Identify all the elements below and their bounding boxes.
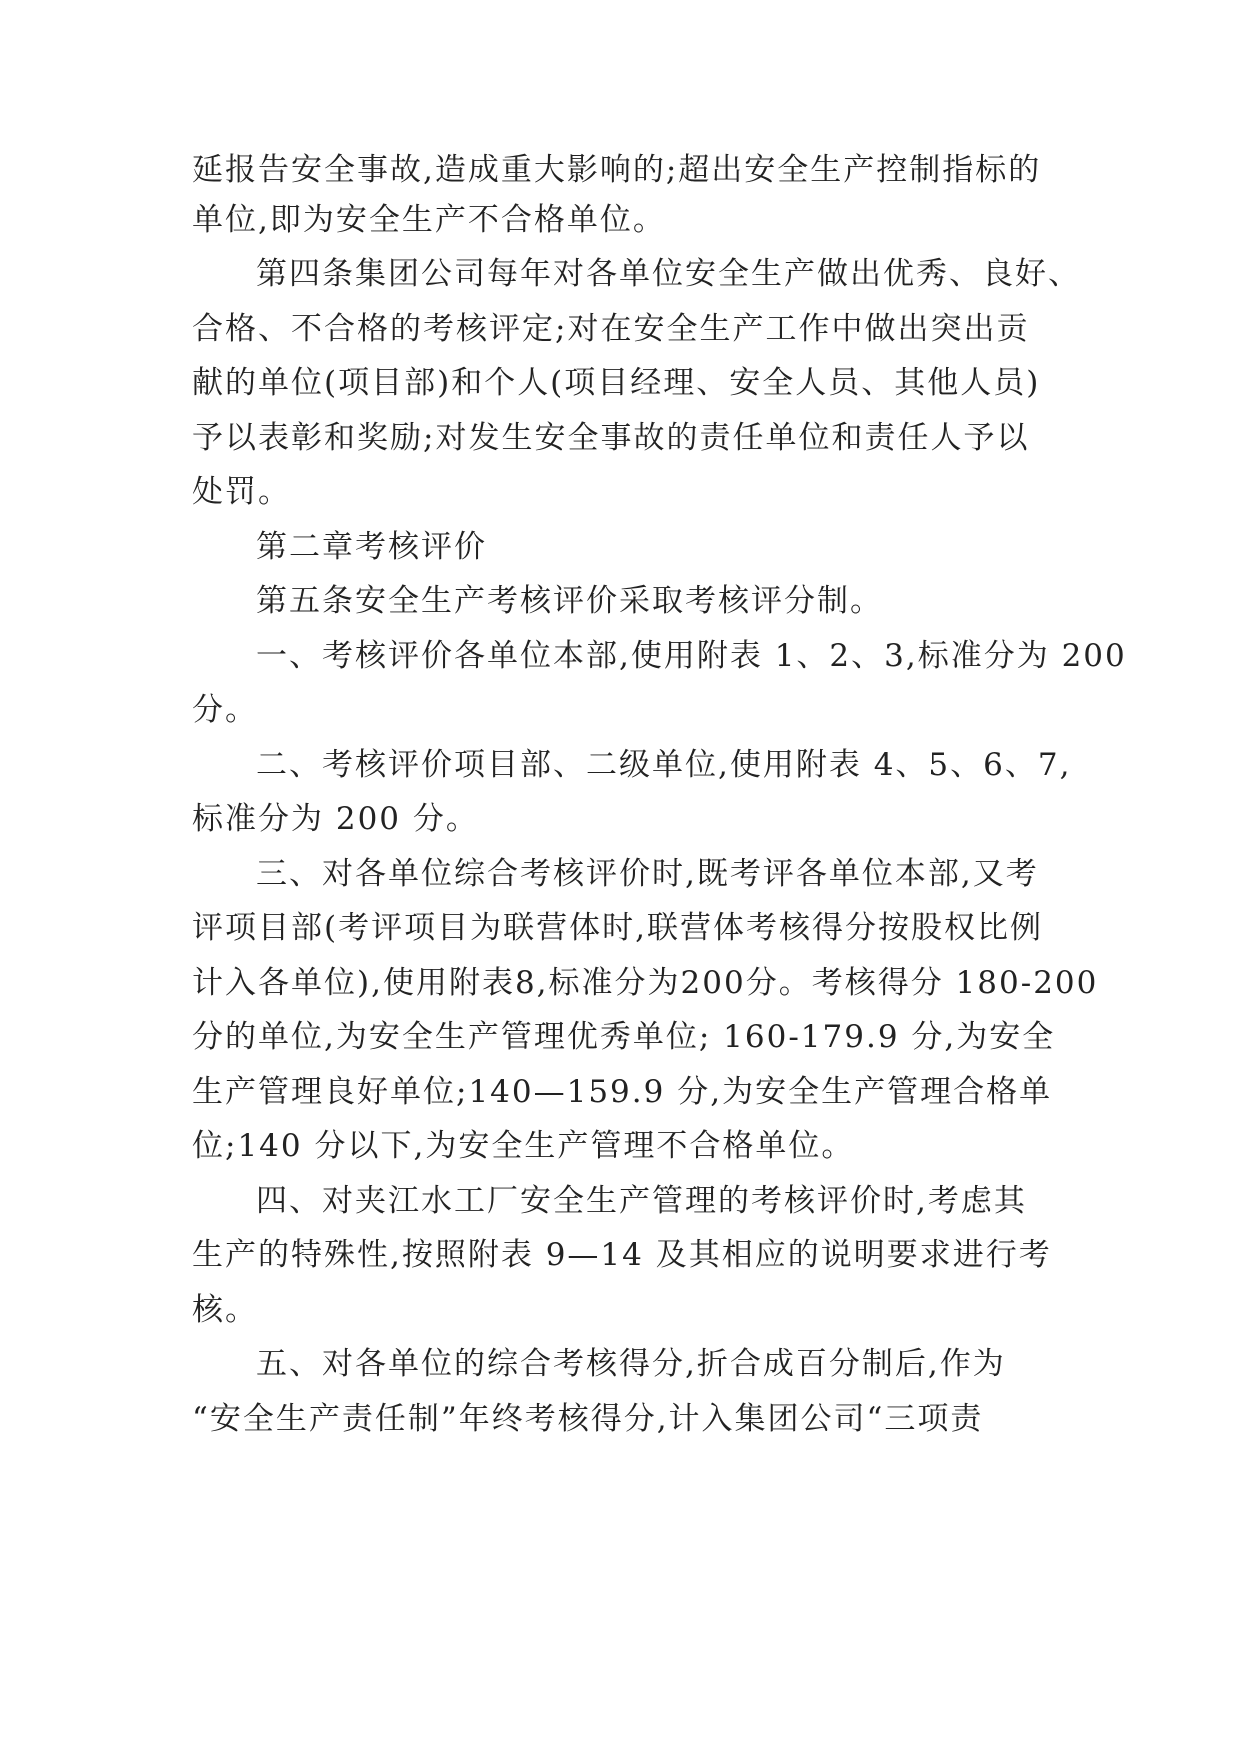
text-line: 计入各单位),使用附表8,标准分为200分。考核得分 180-200: [192, 965, 1099, 1001]
text-line: 延报告安全事故,造成重大影响的;超出安全生产控制指标的: [192, 152, 1042, 188]
text-line: 评项目部(考评项目为联营体时,联营体考核得分按股权比例: [192, 910, 1043, 946]
text-line: “安全生产责任制”年终考核得分,计入集团公司“三项责: [192, 1401, 984, 1437]
text-line: 予以表彰和奖励;对发生安全事故的责任单位和责任人予以: [192, 420, 1030, 456]
text-line: 单位,即为安全生产不合格单位。: [192, 202, 666, 238]
text-line: 生产管理良好单位;140—159.9 分,为安全生产管理合格单: [192, 1074, 1053, 1110]
text-line: 一、考核评价各单位本部,使用附表 1、2、3,标准分为 200: [256, 638, 1127, 674]
text-line: 三、对各单位综合考核评价时,既考评各单位本部,又考: [256, 856, 1039, 892]
text-line: 合格、不合格的考核评定;对在安全生产工作中做出突出贡: [192, 311, 1030, 347]
section-heading: 第二章考核评价: [256, 529, 487, 565]
text-line: 第四条集团公司每年对各单位安全生产做出优秀、良好、: [256, 256, 1081, 292]
text-line: 生产的特殊性,按照附表 9—14 及其相应的说明要求进行考: [192, 1237, 1052, 1273]
text-line: 处罚。: [192, 474, 291, 510]
text-line: 献的单位(项目部)和个人(项目经理、安全人员、其他人员): [192, 365, 1041, 401]
text-line: 标准分为 200 分。: [192, 801, 479, 837]
text-line: 五、对各单位的综合考核得分,折合成百分制后,作为: [256, 1346, 1006, 1382]
text-line: 二、考核评价项目部、二级单位,使用附表 4、5、6、7,: [256, 747, 1072, 783]
text-line: 第五条安全生产考核评价采取考核评分制。: [256, 583, 883, 619]
text-line: 四、对夹江水工厂安全生产管理的考核评价时,考虑其: [256, 1183, 1027, 1219]
text-line: 分的单位,为安全生产管理优秀单位; 160-179.9 分,为安全: [192, 1019, 1056, 1055]
text-line: 分。: [192, 692, 258, 728]
text-line: 位;140 分以下,为安全生产管理不合格单位。: [192, 1128, 855, 1164]
text-line: 核。: [192, 1292, 258, 1328]
